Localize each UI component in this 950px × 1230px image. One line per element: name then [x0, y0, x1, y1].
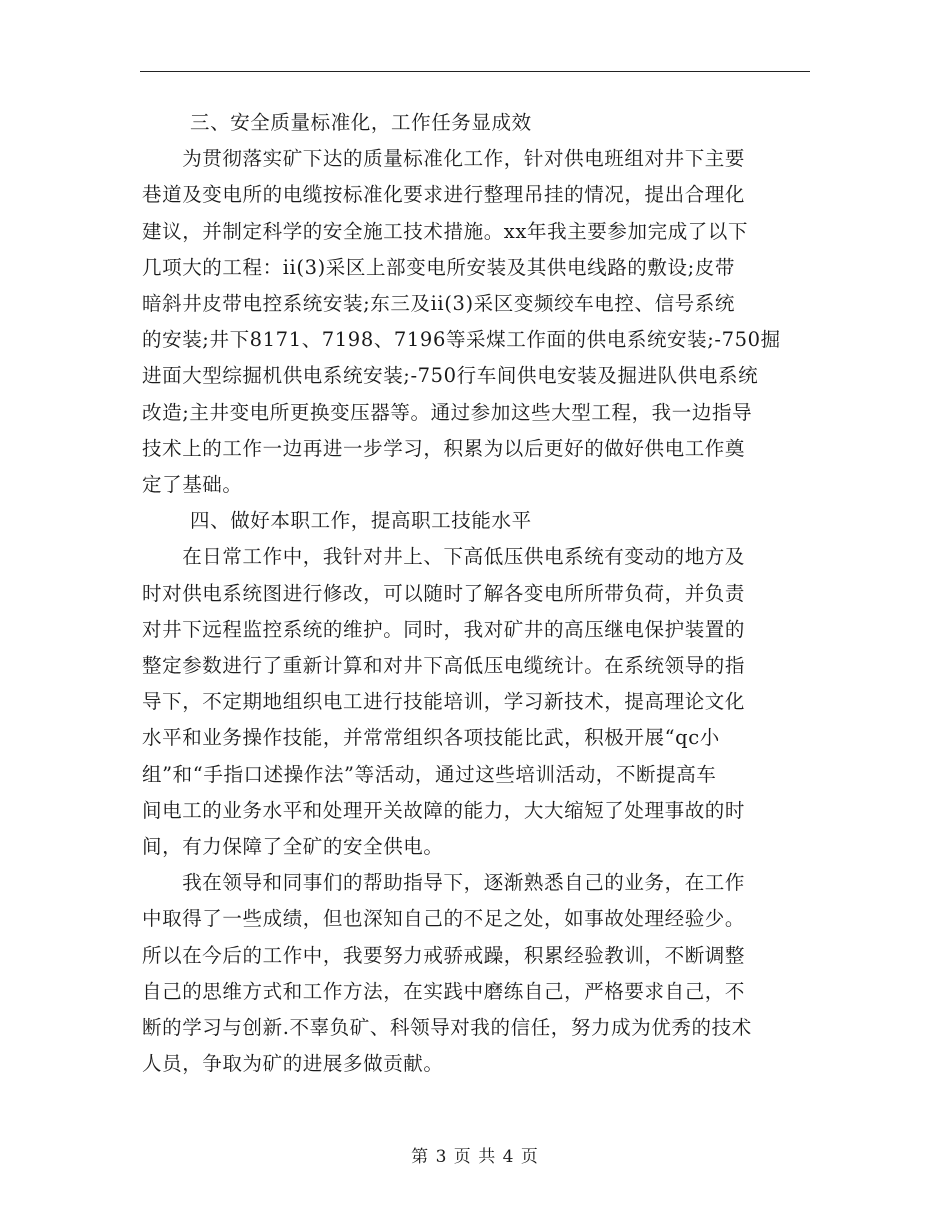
text-line: 时对供电系统图进行修改，可以随时了解各变电所所带负荷，并负责 — [142, 581, 746, 605]
text-line: 中取得了一些成绩，但也深知自己的不足之处，如事故处理经验少。 — [142, 907, 746, 931]
text-line: 整定参数进行了重新计算和对井下高低压电缆统计。在系统领导的指 — [142, 654, 746, 678]
header-rule — [140, 71, 810, 72]
text-line: 间电工的业务水平和处理开关故障的能力，大大缩短了处理事故的时 — [142, 798, 746, 822]
text-line: 对井下远程监控系统的维护。同时，我对矿井的高压继电保护装置的 — [142, 617, 746, 641]
text-line: 人员，争取为矿的进展多做贡献。 — [142, 1052, 444, 1076]
text-line: 自己的思维方式和工作方法，在实践中磨练自己，严格要求自己，不 — [142, 979, 746, 1003]
text-line: 断的学习与创新.不辜负矿、科领导对我的信任，努力成为优秀的技术 — [142, 1016, 752, 1040]
section-heading-safety-quality: 三、安全质量标准化，工作任务显成效 — [190, 111, 532, 134]
text-line: 间，有力保障了全矿的安全供电。 — [142, 835, 444, 859]
text-line: 为贯彻落实矿下达的质量标准化工作，针对供电班组对井下主要 — [142, 147, 746, 171]
text-line: 技术上的工作一边再进一步学习，积累为以后更好的做好供电工作奠 — [142, 436, 746, 460]
text-line: 巷道及变电所的电缆按标准化要求进行整理吊挂的情况，提出合理化 — [142, 183, 746, 207]
text-line: 进面大型综掘机供电系统安装;-750行车间供电安装及掘进队供电系统 — [142, 364, 759, 388]
section-heading-job-skills: 四、做好本职工作，提高职工技能水平 — [190, 509, 532, 533]
text-line: 导下，不定期地组织电工进行技能培训，学习新技术，提高理论文化 — [142, 690, 746, 714]
page-number-footer: 第 3 页 共 4 页 — [411, 1147, 539, 1167]
text-line: 在日常工作中，我针对井上、下高低压供电系统有变动的地方及 — [142, 545, 746, 569]
text-line: 改造;主井变电所更换变压器等。通过参加这些大型工程，我一边指导 — [142, 400, 753, 424]
text-line: 的安装;井下8171、7198、7196等采煤工作面的供电系统安装;-750掘 — [142, 328, 781, 352]
text-line: 所以在今后的工作中，我要努力戒骄戒躁，积累经验教训，不断调整 — [142, 943, 746, 967]
text-line: 建议，并制定科学的安全施工技术措施。xx年我主要参加完成了以下 — [142, 219, 749, 243]
document-body — [142, 105, 810, 1082]
text-line: 水平和业务操作技能，并常常组织各项技能比武，积极开展“qc小 — [142, 726, 720, 750]
text-line: 暗斜井皮带电控系统安装;东三及ii(3)采区变频绞车电控、信号系统 — [142, 292, 735, 316]
text-line: 组”和“手指口述操作法”等活动，通过这些培训活动，不断提高车 — [142, 762, 717, 786]
text-line: 我在领导和同事们的帮助指导下，逐渐熟悉自己的业务，在工作 — [142, 871, 746, 895]
paragraph-job-skills — [142, 539, 810, 865]
text-line: 定了基础。 — [142, 473, 243, 497]
paragraph-conclusion — [142, 865, 810, 1082]
text-line: 几项大的工程：ii(3)采区上部变电所安装及其供电线路的敷设;皮带 — [142, 255, 735, 279]
paragraph-safety-quality — [142, 141, 810, 503]
